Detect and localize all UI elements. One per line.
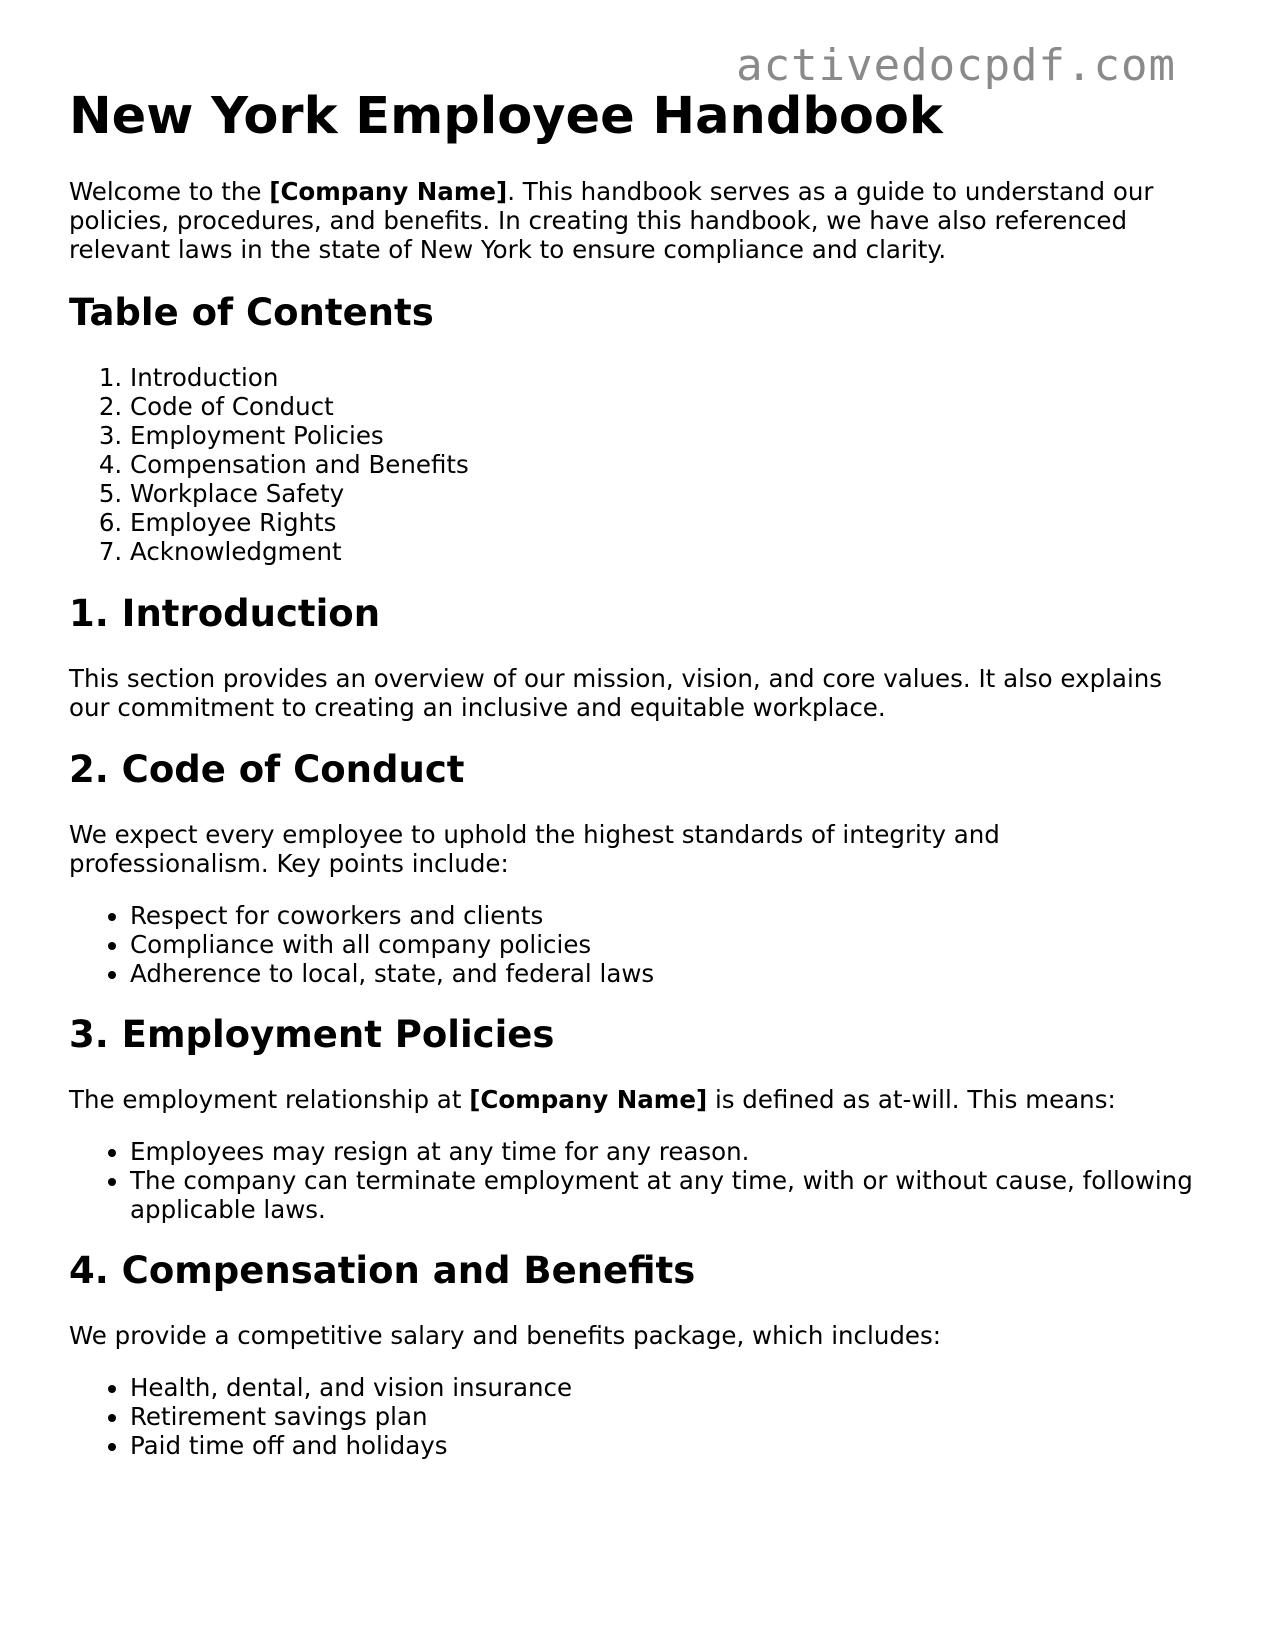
compensation-paragraph: We provide a competitive salary and benefits package, which includes: [69, 1321, 941, 1350]
toc-item: 2. Code of Conduct [130, 392, 1199, 421]
policies-text-after: is defined as at-will. This means: [707, 1085, 1116, 1114]
list-item: • Employees may resign at any time for any reason. [130, 1137, 1199, 1166]
table-of-contents [69, 363, 1199, 566]
section-heading-introduction: 1. Introduction [69, 592, 381, 635]
employment-policies-paragraph [69, 1085, 1199, 1114]
document-title: New York Employee Handbook [69, 87, 943, 146]
document-page [69, 0, 1199, 1460]
intro-text-before: Welcome to the [69, 177, 270, 206]
toc-item: 1. Introduction [130, 363, 1199, 392]
company-name-placeholder: [Company Name] [469, 1085, 708, 1114]
code-of-conduct-list [69, 901, 1199, 988]
toc-item: 7. Acknowledgment [130, 537, 1199, 566]
intro-text-after: . This handbook serves as a guide to understand our policies, procedures, and benefits. In creating this handbook, we have also referenced relevant laws in the state of New York to ensure compliance and clarity. [69, 177, 1154, 264]
list-item: • Adherence to local, state, and federal laws [130, 959, 1199, 988]
watermark: activedocpdf.com [736, 40, 1176, 91]
toc-item: 6. Employee Rights [130, 508, 1199, 537]
list-item: • Paid time off and holidays [130, 1431, 1199, 1460]
code-of-conduct-paragraph: We expect every employee to uphold the highest standards of integrity and professionalism. Key points include: [69, 820, 1000, 878]
introduction-paragraph: This section provides an overview of our mission, vision, and core values. It also explains our commitment to creating an inclusive and equitable workplace. [69, 664, 1163, 722]
section-heading-compensation-and-benefits: 4. Compensation and Benefits [69, 1249, 696, 1292]
list-item: • Compliance with all company policies [130, 930, 1199, 959]
list-item: • Retirement savings plan [130, 1402, 1199, 1431]
list-item: • The company can terminate employment at any time, with or without cause, following applicable laws. [130, 1166, 1199, 1224]
employment-policies-list [69, 1137, 1199, 1224]
toc-item: 4. Compensation and Benefits [130, 450, 1199, 479]
policies-text-before: The employment relationship at [69, 1085, 470, 1114]
list-item: • Health, dental, and vision insurance [130, 1373, 1199, 1402]
section-heading-employment-policies: 3. Employment Policies [69, 1013, 555, 1056]
section-heading-code-of-conduct: 2. Code of Conduct [69, 748, 465, 791]
company-name-placeholder: [Company Name] [269, 177, 508, 206]
toc-heading: Table of Contents [69, 291, 434, 334]
toc-item: 3. Employment Policies [130, 421, 1199, 450]
compensation-list [69, 1373, 1199, 1460]
intro-paragraph [69, 177, 1199, 264]
toc-item: 5. Workplace Safety [130, 479, 1199, 508]
list-item: • Respect for coworkers and clients [130, 901, 1199, 930]
